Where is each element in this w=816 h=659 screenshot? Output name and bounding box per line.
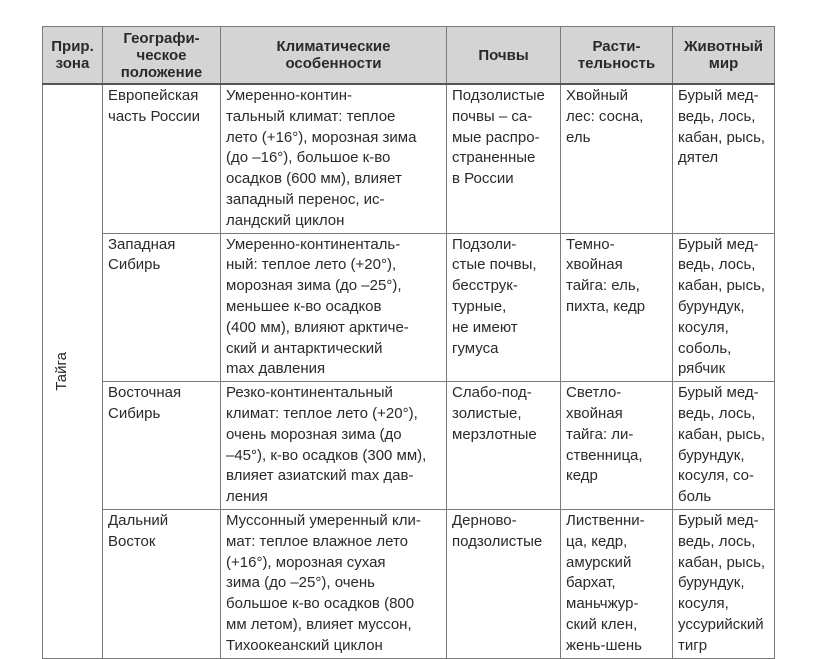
cell-line: кабан, рысь, xyxy=(678,553,766,571)
cell-line: тайга: ель, xyxy=(566,277,640,295)
soil-cell xyxy=(447,382,561,510)
cell-line: большое к-во осадков (800 xyxy=(226,595,415,613)
cell-line: бурундук, xyxy=(678,297,745,315)
cell-line: уссурийский xyxy=(678,615,764,633)
cell-line: (до –16°), большое к-во xyxy=(226,149,391,167)
cell-line: жень-шень xyxy=(566,636,642,654)
cell-line: Темно- xyxy=(566,235,615,253)
cell-line: кабан, рысь, xyxy=(678,128,766,146)
cell-line: Сибирь xyxy=(108,256,161,274)
header-row xyxy=(43,27,775,85)
cell-line: маньчжур- xyxy=(566,595,639,613)
cell-line: –45°), к-во осадков (300 мм), xyxy=(226,446,427,464)
cell-line: стые почвы, xyxy=(452,256,537,274)
cell-line: лес: сосна, xyxy=(566,107,644,125)
geo-cell xyxy=(103,509,221,658)
header-line: Животный xyxy=(683,38,764,55)
cell-line: Лиственни- xyxy=(566,511,645,529)
cell-line: (+16°), морозная сухая xyxy=(226,553,386,571)
cell-line: бурундук, xyxy=(678,446,745,464)
cell-line: ления xyxy=(226,488,268,506)
header-animals xyxy=(673,27,775,85)
cell-line: западный перенос, ис- xyxy=(226,190,385,208)
cell-line: Умеренно-континенталь- xyxy=(226,235,401,253)
cell-line: осадков (600 мм), влияет xyxy=(226,170,402,188)
cell-line: ландский циклон xyxy=(226,211,345,229)
animals-cell xyxy=(673,382,775,510)
cell-line: мерзлотные xyxy=(452,425,537,443)
cell-line: хвойная xyxy=(566,404,623,422)
cell-line: Подзолистые xyxy=(452,87,545,104)
geo-cell xyxy=(103,84,221,233)
cell-line: Восточная xyxy=(108,384,182,402)
animals-cell xyxy=(673,84,775,233)
cell-line: ца, кедр, xyxy=(566,532,628,550)
cell-line: Бурый мед- xyxy=(678,384,759,402)
cell-line: ственница, xyxy=(566,446,643,464)
cell-line: Муссонный умеренный кли- xyxy=(226,511,421,529)
cell-line: Сибирь xyxy=(108,404,161,422)
cell-line: Бурый мед- xyxy=(678,511,759,529)
header-line: зона xyxy=(55,55,90,72)
cell-line: ный: теплое лето (+20°), xyxy=(226,256,397,274)
cell-line: подзолистые xyxy=(452,532,543,550)
cell-line: мм летом), влияет муссон, xyxy=(226,615,412,633)
header-line: Географи- xyxy=(123,29,200,47)
cell-line: боль xyxy=(678,488,712,506)
cell-line: Бурый мед- xyxy=(678,87,759,104)
cell-line: меньшее к-во осадков xyxy=(226,297,382,315)
climate-cell xyxy=(221,84,447,233)
cell-line: пихта, кедр xyxy=(566,297,646,315)
cell-line: амурский xyxy=(566,553,632,571)
cell-line: косуля, со- xyxy=(678,467,754,485)
table-row xyxy=(43,84,775,233)
cell-line: Умеренно-контин- xyxy=(226,87,352,104)
cell-line: тигр xyxy=(678,636,708,654)
cell-line: турные, xyxy=(452,297,507,315)
cell-line: ский клен, xyxy=(566,615,638,633)
cell-line: дятел xyxy=(678,149,719,167)
cell-line: почвы – са- xyxy=(452,107,533,125)
cell-line: Резко-континентальный xyxy=(226,384,393,402)
cell-line: косуля, xyxy=(678,595,729,613)
cell-line: ведь, лось, xyxy=(678,532,756,550)
cell-line: Хвойный xyxy=(566,87,628,104)
header-line: особенности xyxy=(285,55,382,72)
cell-line: Подзоли- xyxy=(452,235,517,253)
table-row xyxy=(43,509,775,658)
cell-line: страненные xyxy=(452,149,536,167)
cell-line: мые распро- xyxy=(452,128,540,146)
header-line: Почвы xyxy=(478,46,529,64)
header-soil xyxy=(447,27,561,85)
cell-line: влияет азиатский max дав- xyxy=(226,467,414,485)
cell-line: бурундук, xyxy=(678,574,745,592)
cell-line: зима (до –25°), очень xyxy=(226,574,375,592)
plants-cell xyxy=(561,382,673,510)
header-geo xyxy=(103,27,221,85)
geo-cell xyxy=(103,233,221,382)
cell-line: косуля, xyxy=(678,318,729,336)
table-row xyxy=(43,382,775,510)
cell-line: Светло- xyxy=(566,384,622,402)
cell-line: кабан, рысь, xyxy=(678,425,766,443)
cell-line: Дерново- xyxy=(452,511,517,529)
plants-cell xyxy=(561,233,673,382)
cell-line: не имеют xyxy=(452,318,518,336)
cell-line: хвойная xyxy=(566,256,623,274)
soil-cell xyxy=(447,509,561,658)
cell-line: очень морозная зима (до xyxy=(226,425,402,443)
header-line: тельность xyxy=(577,55,656,72)
cell-line: кедр xyxy=(566,467,598,485)
geo-cell xyxy=(103,382,221,510)
cell-line: ведь, лось, xyxy=(678,404,756,422)
cell-line: ведь, лось, xyxy=(678,107,756,125)
cell-line: золистые, xyxy=(452,404,522,422)
taiga-table xyxy=(42,26,775,659)
cell-line: Западная xyxy=(108,235,176,253)
cell-line: рябчик xyxy=(678,360,726,378)
cell-line: max давления xyxy=(226,360,326,378)
plants-cell xyxy=(561,509,673,658)
cell-line: кабан, рысь, xyxy=(678,277,766,295)
cell-line: Тихоокеанский циклон xyxy=(226,636,383,654)
header-line: Прир. xyxy=(51,38,94,55)
zone-label: Тайга xyxy=(52,351,70,391)
plants-cell xyxy=(561,84,673,233)
header-climate xyxy=(221,27,447,85)
cell-line: ведь, лось, xyxy=(678,256,756,274)
header-zone xyxy=(43,27,103,85)
header-plants xyxy=(561,27,673,85)
cell-line: морозная зима (до –25°), xyxy=(226,277,402,295)
climate-cell xyxy=(221,233,447,382)
cell-line: бесструк- xyxy=(452,277,518,295)
soil-cell xyxy=(447,84,561,233)
cell-line: (400 мм), влияют арктиче- xyxy=(226,318,409,336)
cell-line: Европейская xyxy=(108,87,199,104)
cell-line: Бурый мед- xyxy=(678,235,759,253)
climate-cell xyxy=(221,509,447,658)
cell-line: Восток xyxy=(108,532,156,550)
header-line: Климатические xyxy=(276,38,391,55)
cell-line: лето (+16°), морозная зима xyxy=(226,128,417,146)
cell-line: тальный климат: теплое xyxy=(226,107,396,125)
table-row xyxy=(43,233,775,382)
zone-cell xyxy=(43,84,103,658)
header-line: ческое xyxy=(136,46,187,64)
header-line: мир xyxy=(708,55,739,72)
soil-cell xyxy=(447,233,561,382)
header-line: Расти- xyxy=(592,38,641,55)
climate-cell xyxy=(221,382,447,510)
cell-line: Дальний xyxy=(108,511,169,529)
animals-cell xyxy=(673,233,775,382)
cell-line: гумуса xyxy=(452,339,499,357)
cell-line: ель xyxy=(566,128,591,146)
cell-line: бархат, xyxy=(566,574,616,592)
cell-line: в России xyxy=(452,170,514,188)
cell-line: Слабо-под- xyxy=(452,384,532,402)
cell-line: мат: теплое влажное лето xyxy=(226,532,408,550)
cell-line: соболь, xyxy=(678,339,732,357)
cell-line: тайга: ли- xyxy=(566,425,634,443)
cell-line: часть России xyxy=(108,107,200,125)
cell-line: ский и антарктический xyxy=(226,339,383,357)
header-line: положение xyxy=(120,63,203,81)
cell-line: климат: теплое лето (+20°), xyxy=(226,404,418,422)
animals-cell xyxy=(673,509,775,658)
